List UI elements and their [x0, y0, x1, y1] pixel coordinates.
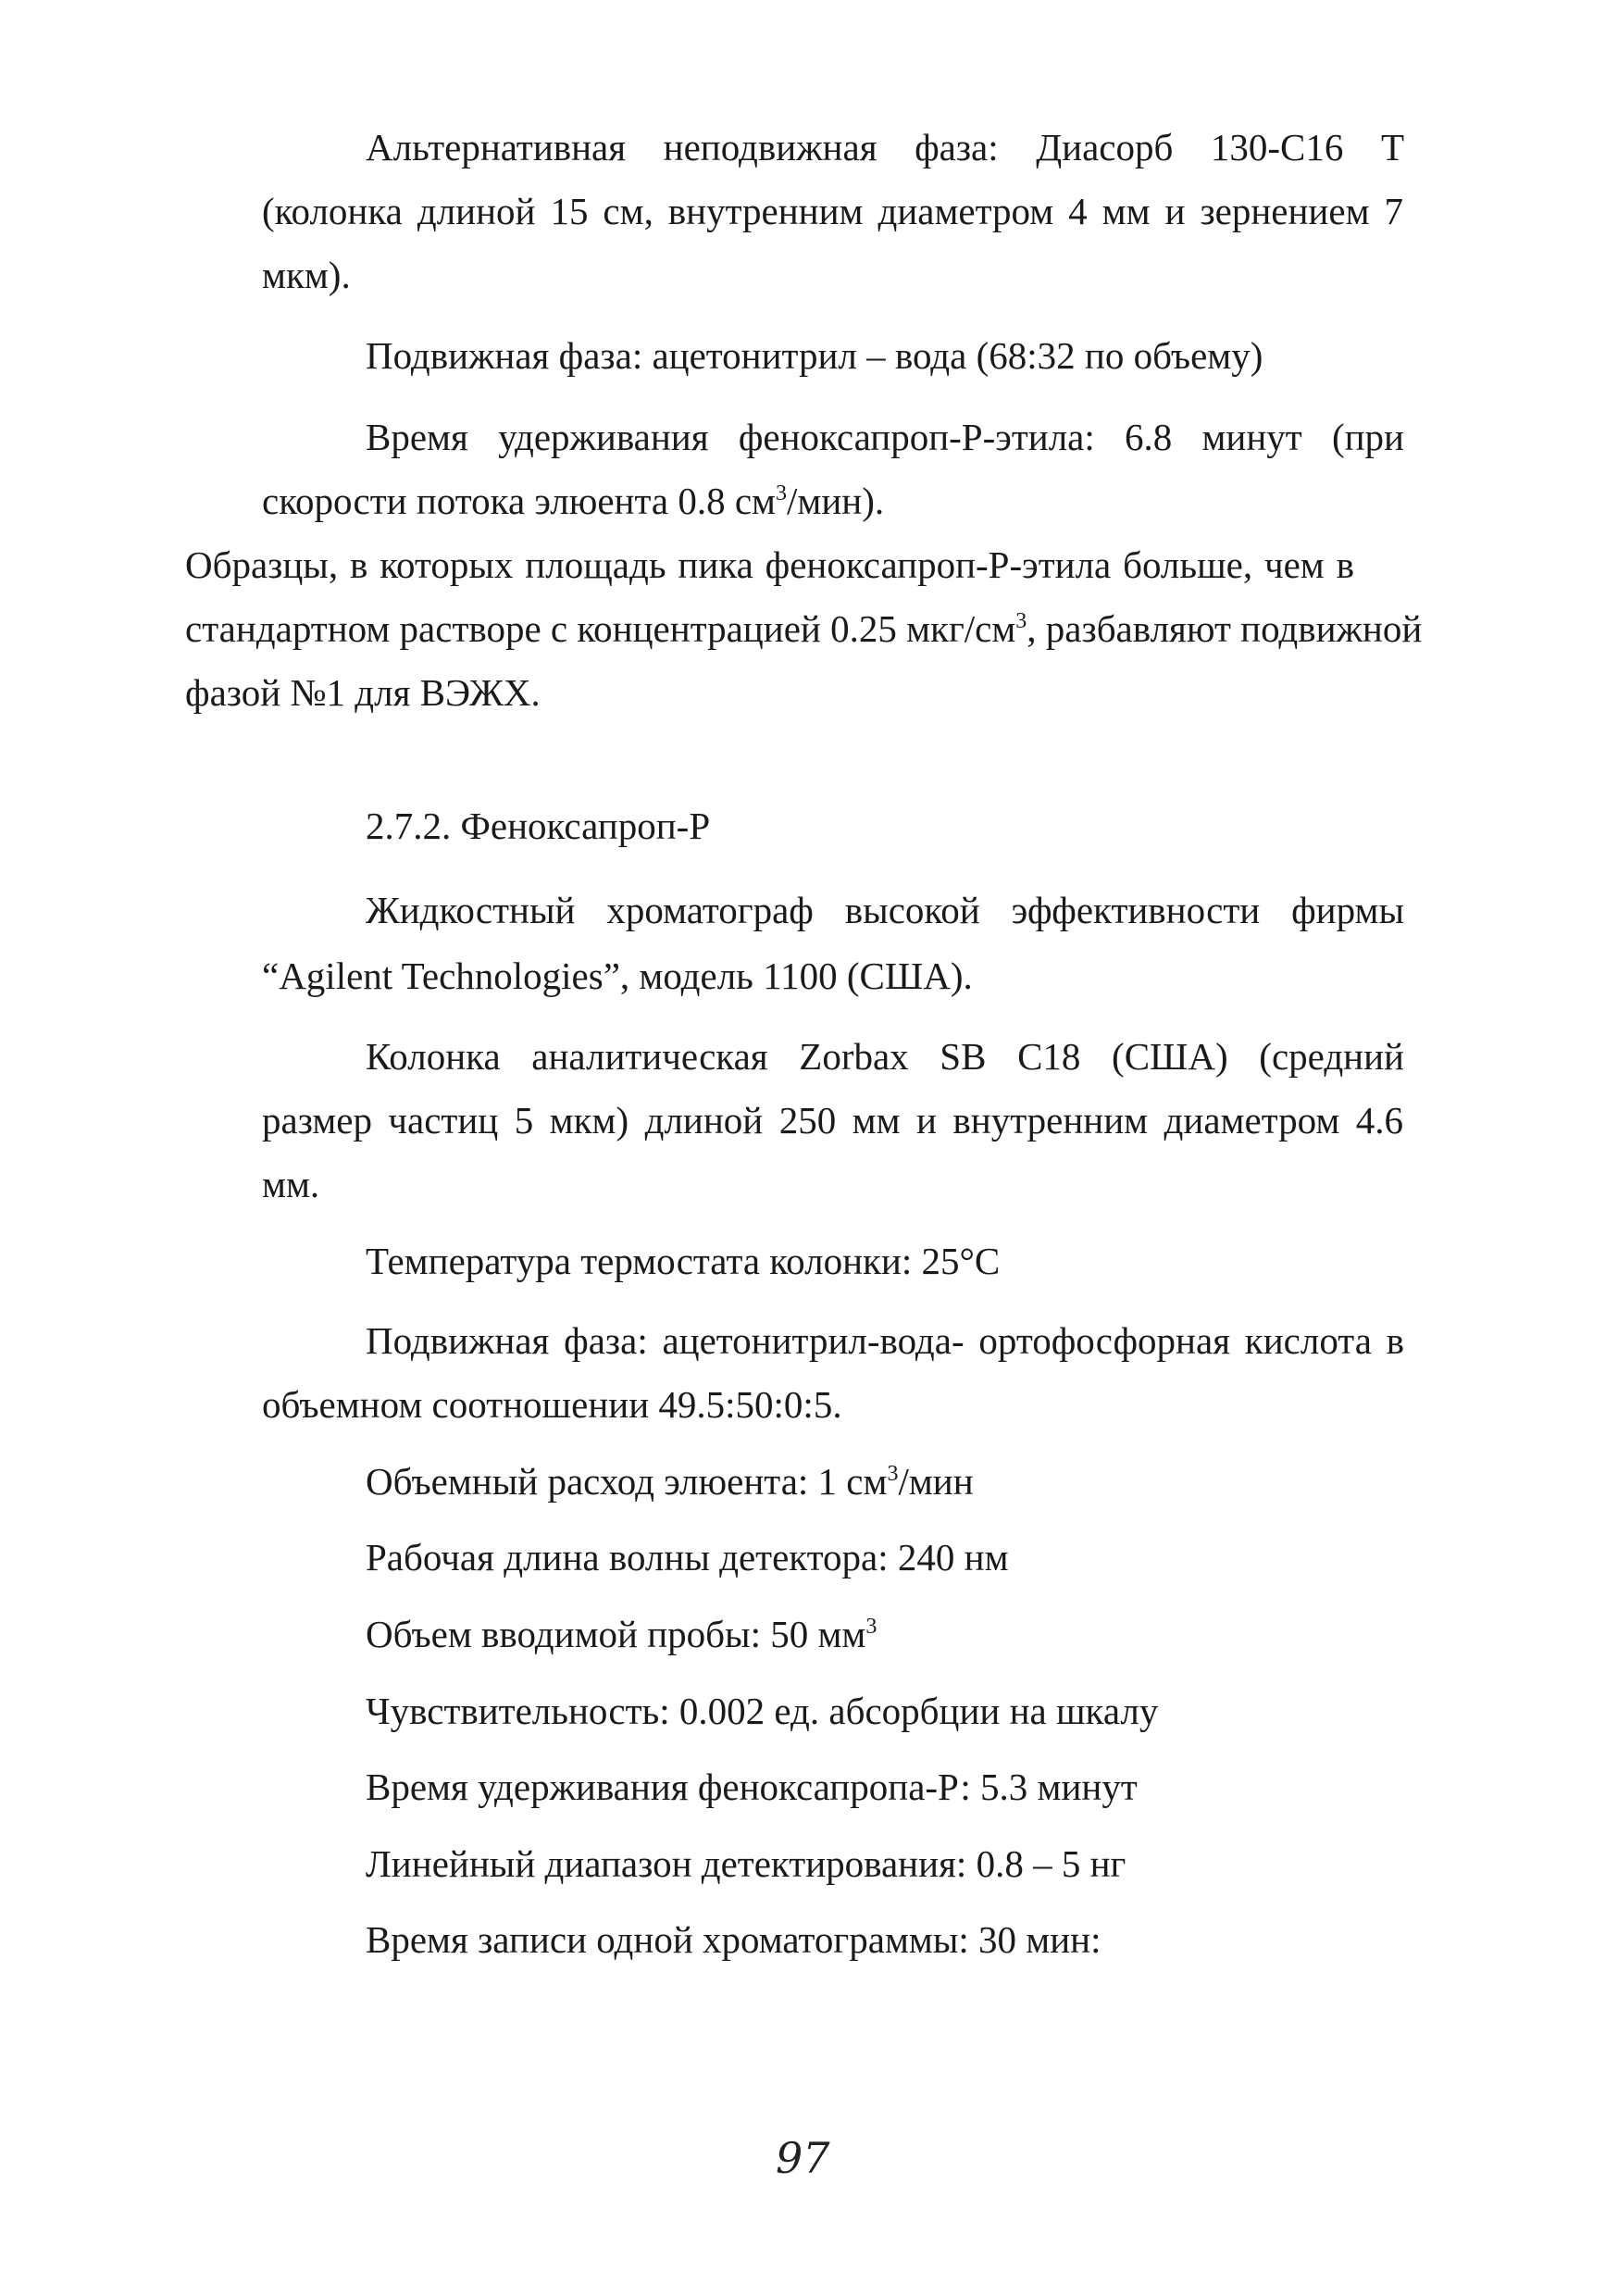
- retention-1-line-2: [262, 482, 884, 520]
- temperature-unit: °С: [959, 1240, 1001, 1282]
- column-line-3: мм.: [262, 1163, 320, 1205]
- sensitivity: Чувствительность: 0.002 ед. абсорбции на шкалу: [366, 1690, 1159, 1732]
- mobile-phase-2-line-2: объемном соотношении 49.5:50:0:5.: [262, 1383, 842, 1426]
- column-line-1: Колонка аналитическая Zorbax SB C18 (США) (средний: [366, 1035, 1404, 1078]
- injection-volume: [366, 1613, 877, 1655]
- injection-volume-text: Объем вводимой пробы: 50 мм: [366, 1613, 866, 1655]
- samples-note-line-3: фазой №1 для ВЭЖХ.: [185, 671, 541, 714]
- page-number: 97: [776, 2133, 830, 2183]
- samples-note-text: стандартном растворе с концентрацией 0.25 мкг/см: [185, 607, 1016, 650]
- linear-range: Линейный диапазон детектирования: 0.8 – 5 нг: [366, 1842, 1126, 1885]
- flow-rate-superscript: 3: [887, 1462, 899, 1486]
- section-heading: 2.7.2. Феноксапроп-Р: [366, 805, 711, 847]
- record-time: Время записи одной хроматограммы: 30 мин:: [366, 1918, 1101, 1961]
- retention-1-superscript: 3: [775, 481, 787, 505]
- column-line-2: размер частиц 5 мкм) длиной 250 мм и внутренним диаметром 4.6: [262, 1099, 1403, 1142]
- flow-rate-text: Объемный расход элюента: 1 см: [366, 1460, 888, 1503]
- alt-phase-line-3: мкм).: [262, 254, 351, 296]
- retention-1-text: скорости потока элюента 0.8 см: [262, 480, 776, 522]
- samples-note-superscript: 3: [1015, 609, 1027, 633]
- mobile-phase-2-line-1: Подвижная фаза: ацетонитрил-вода- ортофосфорная кислота в: [366, 1319, 1404, 1362]
- samples-note-tail: , разбавляют подвижной: [1027, 607, 1423, 650]
- temperature-text: Температура термостата колонки: 25: [366, 1240, 960, 1282]
- retention-1-unit: /мин).: [786, 480, 885, 522]
- wavelength: Рабочая длина волны детектора: 240 нм: [366, 1536, 1009, 1578]
- mobile-phase-1: Подвижная фаза: ацетонитрил – вода (68:32 по объему): [366, 334, 1263, 377]
- alt-phase-line-2: (колонка длиной 15 см, внутренним диаметром 4 мм и зернением 7: [262, 190, 1403, 232]
- chromatograph-line-1: Жидкостный хроматограф высокой эффективности фирмы: [366, 889, 1404, 931]
- retention-1-line-1: Время удерживания феноксапроп-Р-этила: 6.8 минут (при: [366, 416, 1404, 458]
- temperature: [366, 1242, 1000, 1280]
- samples-note-line-1: Образцы, в которых площадь пика феноксапроп-Р-этила больше, чем в: [185, 543, 1354, 586]
- alt-phase-line-1: Альтернативная неподвижная фаза: Диасорб 130-С16 Т: [366, 126, 1404, 168]
- chromatograph-line-2: “Agilent Technologies”, модель 1100 (США).: [262, 955, 973, 997]
- injection-volume-superscript: 3: [865, 1615, 877, 1639]
- samples-note-line-2: [185, 607, 1423, 650]
- flow-rate: [366, 1460, 974, 1503]
- retention-2: Время удерживания феноксапропа-Р: 5.3 минут: [366, 1766, 1138, 1808]
- flow-rate-unit: /мин: [898, 1460, 974, 1503]
